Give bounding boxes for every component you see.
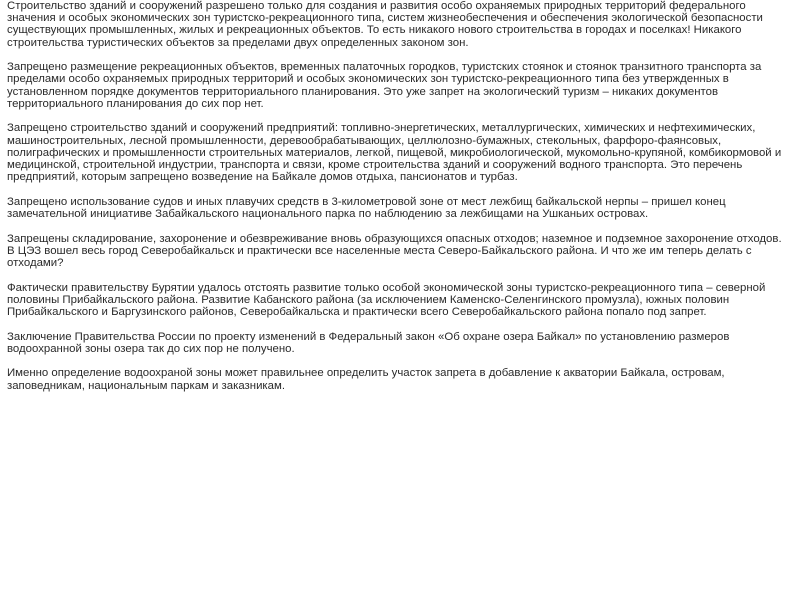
document-body bbox=[7, 0, 789, 404]
paragraph-industry-ban: Запрещено строительство зданий и сооружений предприятий: топливно-энергетических, металлургических, химических и нефтехимических, машиностроительных, лесной промышленности, деревообрабатывающих, целлюлозно-бумажных, стекольных, фарфоро-фаянсовых, полиграфических и промышленности строительных материалов, легкой, пищевой, микробиологической, мукомольно-крупяной, комбикормовой и медицинской, строительной индустрии, транспорта и связи, кроме строительства зданий и сооружений водного транспорта. Это перечень предприятий, которым запрещено возведение на Байкале домов отдыха, пансионатов и турбаз. bbox=[7, 122, 782, 184]
paragraph-waste-ban: Запрещены складирование, захоронение и обезвреживание вновь образующихся опасных отходов; наземное и подземное захоронение отходов. В ЦЭЗ вошел весь город Северобайкальск и практически все населенные места Северо-Байкальского района. И что же им теперь делать с отходами? bbox=[7, 232, 782, 270]
paragraph-water-protection-zone: Именно определение водоохраной зоны может правильнее определить участок запрета в добавление к акватории Байкала, островам, заповедникам, национальным паркам и заказникам. bbox=[7, 367, 725, 392]
paragraph-construction-permitted: Строительство зданий и сооружений разрешено только для создания и развития особо охраняемых природных территорий федерального значения и особых экономических зон туристско-рекреационного типа, систем жизнеобеспечения и обеспечения экологической безопасности существующих промышленных, жилых и рекреационных объектов. То есть никакого нового строительства в городах и поселках! Никакого строительства туристических объектов за пределами двух определенных законом зон. bbox=[7, 0, 763, 49]
paragraph-recreation-ban: Запрещено размещение рекреационных объектов, временных палаточных городков, туристских стоянок и стоянок транзитного транспорта за пределами особо охраняемых природных территорий и особых экономических зон туристско-рекреационного типа без утвержденных в установленном порядке документов территориального планирования. Это уже запрет на экологический туризм – никаких документов территориального планирования до сих пор нет. bbox=[7, 61, 762, 110]
paragraph-government-conclusion: Заключение Правительства России по проекту изменений в Федеральный закон «Об охране озера Байкал» по установлению размеров водоохранной зоны озера так до сих пор не получено. bbox=[7, 330, 730, 355]
paragraph-buryatia-zone: Фактически правительству Бурятии удалось отстоять развитие только особой экономической зоны туристско-рекреационного типа – северной половины Прибайкальского района. Развитие Кабанского района (за исключением Каменско-Селенгинского промузла), южных половин Прибайкальского и Баргузинского районов, Северобайкальска и практически всего Северобайкальского района попало под запрет. bbox=[7, 281, 766, 319]
paragraph-vessel-ban: Запрещено использование судов и иных плавучих средств в 3-километровой зоне от мест лежбищ байкальской нерпы – пришел конец замечательной инициативе Забайкальского национального парка по наблюдению за лежбищами на Ушканьих островах. bbox=[7, 195, 726, 221]
